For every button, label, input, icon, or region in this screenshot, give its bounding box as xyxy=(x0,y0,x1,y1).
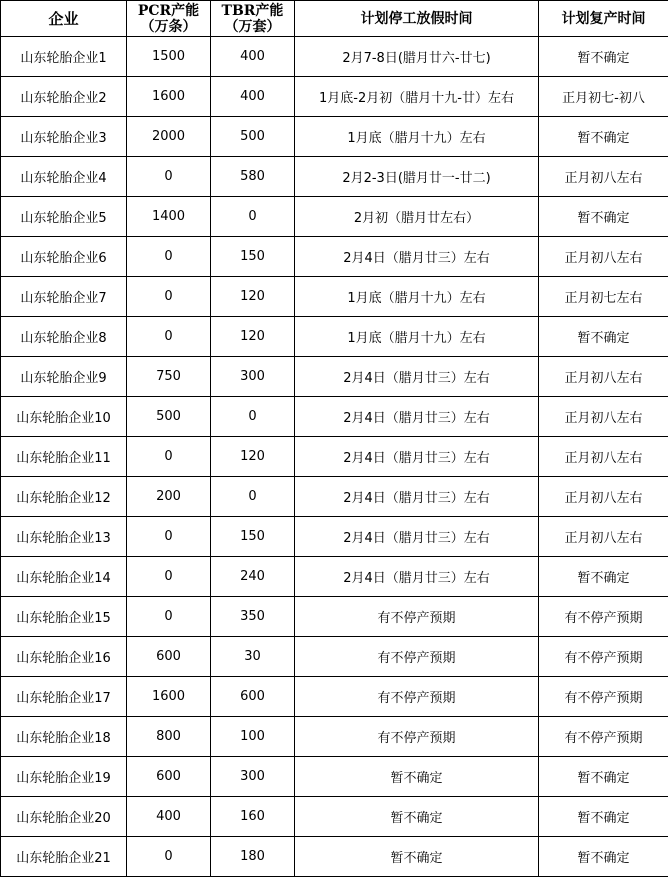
pcr-capacity-cell: 0 xyxy=(127,237,211,277)
pcr-capacity-cell: 0 xyxy=(127,557,211,597)
stop-time-cell: 2月初（腊月廿左右） xyxy=(295,197,539,237)
table-row xyxy=(1,317,668,357)
header-enterprise: 企业 xyxy=(1,1,127,37)
table-row xyxy=(1,837,668,877)
resume-time-cell: 正月初八左右 xyxy=(539,357,668,397)
enterprise-cell: 山东轮胎企业21 xyxy=(1,837,127,877)
table-header xyxy=(1,1,668,37)
resume-time-cell: 暂不确定 xyxy=(539,317,668,357)
tbr-capacity-cell: 120 xyxy=(211,437,295,477)
tbr-capacity-cell: 400 xyxy=(211,77,295,117)
resume-time-cell: 暂不确定 xyxy=(539,37,668,77)
pcr-capacity-cell: 600 xyxy=(127,637,211,677)
tbr-capacity-cell: 580 xyxy=(211,157,295,197)
pcr-capacity-cell: 500 xyxy=(127,397,211,437)
tbr-capacity-cell: 600 xyxy=(211,677,295,717)
enterprise-cell: 山东轮胎企业8 xyxy=(1,317,127,357)
enterprise-cell: 山东轮胎企业11 xyxy=(1,437,127,477)
header-stop-time: 计划停工放假时间 xyxy=(295,1,539,37)
tbr-capacity-cell: 120 xyxy=(211,317,295,357)
table-row xyxy=(1,197,668,237)
pcr-capacity-cell: 0 xyxy=(127,517,211,557)
enterprise-cell: 山东轮胎企业3 xyxy=(1,117,127,157)
tbr-capacity-cell: 120 xyxy=(211,277,295,317)
table-row xyxy=(1,557,668,597)
pcr-capacity-cell: 1500 xyxy=(127,37,211,77)
stop-time-cell: 1月底（腊月十九）左右 xyxy=(295,317,539,357)
table-row xyxy=(1,77,668,117)
pcr-capacity-cell: 0 xyxy=(127,437,211,477)
enterprise-cell: 山东轮胎企业10 xyxy=(1,397,127,437)
stop-time-cell: 有不停产预期 xyxy=(295,717,539,757)
header-tbr-capacity xyxy=(211,1,295,37)
stop-time-cell: 暂不确定 xyxy=(295,797,539,837)
pcr-capacity-cell: 0 xyxy=(127,317,211,357)
table-row xyxy=(1,717,668,757)
header-pcr-line2: （万条） xyxy=(140,18,197,35)
pcr-capacity-cell: 0 xyxy=(127,837,211,877)
stop-time-cell: 有不停产预期 xyxy=(295,677,539,717)
header-tbr-line2: （万套） xyxy=(224,18,281,35)
pcr-capacity-cell: 200 xyxy=(127,477,211,517)
enterprise-cell: 山东轮胎企业16 xyxy=(1,637,127,677)
pcr-capacity-cell: 0 xyxy=(127,597,211,637)
tbr-capacity-cell: 300 xyxy=(211,757,295,797)
enterprise-cell: 山东轮胎企业12 xyxy=(1,477,127,517)
enterprise-cell: 山东轮胎企业2 xyxy=(1,77,127,117)
pcr-capacity-cell: 0 xyxy=(127,157,211,197)
stop-time-cell: 2月4日（腊月廿三）左右 xyxy=(295,557,539,597)
enterprise-cell: 山东轮胎企业4 xyxy=(1,157,127,197)
enterprise-cell: 山东轮胎企业18 xyxy=(1,717,127,757)
resume-time-cell: 正月初七左右 xyxy=(539,277,668,317)
enterprise-cell: 山东轮胎企业17 xyxy=(1,677,127,717)
stop-time-cell: 2月4日（腊月廿三）左右 xyxy=(295,397,539,437)
header-pcr-capacity xyxy=(127,1,211,37)
stop-time-cell: 2月4日（腊月廿三）左右 xyxy=(295,237,539,277)
table-row xyxy=(1,437,668,477)
resume-time-cell: 暂不确定 xyxy=(539,837,668,877)
stop-time-cell: 2月2-3日(腊月廿一-廿二) xyxy=(295,157,539,197)
table-row xyxy=(1,757,668,797)
pcr-capacity-cell: 2000 xyxy=(127,117,211,157)
tbr-capacity-cell: 150 xyxy=(211,237,295,277)
tbr-capacity-cell: 350 xyxy=(211,597,295,637)
table-row xyxy=(1,677,668,717)
pcr-capacity-cell: 1600 xyxy=(127,677,211,717)
header-row xyxy=(1,1,668,37)
resume-time-cell: 正月初八左右 xyxy=(539,237,668,277)
enterprise-cell: 山东轮胎企业6 xyxy=(1,237,127,277)
table-row xyxy=(1,237,668,277)
resume-time-cell: 正月初八左右 xyxy=(539,477,668,517)
table-body xyxy=(1,37,668,877)
tbr-capacity-cell: 160 xyxy=(211,797,295,837)
header-pcr-line1: PCR产能 xyxy=(137,2,200,19)
tbr-capacity-cell: 30 xyxy=(211,637,295,677)
pcr-capacity-cell: 600 xyxy=(127,757,211,797)
tbr-capacity-cell: 100 xyxy=(211,717,295,757)
resume-time-cell: 有不停产预期 xyxy=(539,677,668,717)
enterprise-cell: 山东轮胎企业5 xyxy=(1,197,127,237)
stop-time-cell: 1月底-2月初（腊月十九-廿）左右 xyxy=(295,77,539,117)
tbr-capacity-cell: 0 xyxy=(211,477,295,517)
enterprise-cell: 山东轮胎企业7 xyxy=(1,277,127,317)
tbr-capacity-cell: 180 xyxy=(211,837,295,877)
tbr-capacity-cell: 500 xyxy=(211,117,295,157)
pcr-capacity-cell: 0 xyxy=(127,277,211,317)
enterprise-cell: 山东轮胎企业15 xyxy=(1,597,127,637)
pcr-capacity-cell: 1600 xyxy=(127,77,211,117)
resume-time-cell: 暂不确定 xyxy=(539,557,668,597)
enterprise-cell: 山东轮胎企业20 xyxy=(1,797,127,837)
table-row xyxy=(1,157,668,197)
table-row xyxy=(1,517,668,557)
resume-time-cell: 有不停产预期 xyxy=(539,637,668,677)
table-row xyxy=(1,597,668,637)
stop-time-cell: 有不停产预期 xyxy=(295,637,539,677)
pcr-capacity-cell: 750 xyxy=(127,357,211,397)
stop-time-cell: 有不停产预期 xyxy=(295,597,539,637)
table-row xyxy=(1,797,668,837)
stop-time-cell: 2月4日（腊月廿三）左右 xyxy=(295,517,539,557)
header-resume-time: 计划复产时间 xyxy=(539,1,668,37)
resume-time-cell: 正月初七-初八 xyxy=(539,77,668,117)
resume-time-cell: 正月初八左右 xyxy=(539,397,668,437)
resume-time-cell: 有不停产预期 xyxy=(539,597,668,637)
pcr-capacity-cell: 1400 xyxy=(127,197,211,237)
tbr-capacity-cell: 0 xyxy=(211,197,295,237)
table-row xyxy=(1,637,668,677)
resume-time-cell: 有不停产预期 xyxy=(539,717,668,757)
stop-time-cell: 2月4日（腊月廿三）左右 xyxy=(295,357,539,397)
tbr-capacity-cell: 300 xyxy=(211,357,295,397)
resume-time-cell: 暂不确定 xyxy=(539,197,668,237)
resume-time-cell: 正月初八左右 xyxy=(539,517,668,557)
tbr-capacity-cell: 240 xyxy=(211,557,295,597)
pcr-capacity-cell: 400 xyxy=(127,797,211,837)
pcr-capacity-cell: 800 xyxy=(127,717,211,757)
resume-time-cell: 暂不确定 xyxy=(539,797,668,837)
resume-time-cell: 正月初八左右 xyxy=(539,157,668,197)
stop-time-cell: 1月底（腊月十九）左右 xyxy=(295,117,539,157)
table-row xyxy=(1,477,668,517)
table-row xyxy=(1,117,668,157)
enterprise-cell: 山东轮胎企业13 xyxy=(1,517,127,557)
table-row xyxy=(1,397,668,437)
resume-time-cell: 暂不确定 xyxy=(539,117,668,157)
tbr-capacity-cell: 0 xyxy=(211,397,295,437)
stop-time-cell: 1月底（腊月十九）左右 xyxy=(295,277,539,317)
header-tbr-line1: TBR产能 xyxy=(221,2,284,19)
enterprise-cell: 山东轮胎企业14 xyxy=(1,557,127,597)
stop-time-cell: 2月4日（腊月廿三）左右 xyxy=(295,477,539,517)
stop-time-cell: 暂不确定 xyxy=(295,837,539,877)
tbr-capacity-cell: 150 xyxy=(211,517,295,557)
table-row xyxy=(1,37,668,77)
resume-time-cell: 正月初八左右 xyxy=(539,437,668,477)
enterprise-cell: 山东轮胎企业9 xyxy=(1,357,127,397)
enterprise-cell: 山东轮胎企业19 xyxy=(1,757,127,797)
resume-time-cell: 暂不确定 xyxy=(539,757,668,797)
stop-time-cell: 暂不确定 xyxy=(295,757,539,797)
enterprise-cell: 山东轮胎企业1 xyxy=(1,37,127,77)
stop-time-cell: 2月4日（腊月廿三）左右 xyxy=(295,437,539,477)
tbr-capacity-cell: 400 xyxy=(211,37,295,77)
table-row xyxy=(1,277,668,317)
table-row xyxy=(1,357,668,397)
stop-time-cell: 2月7-8日(腊月廿六-廿七) xyxy=(295,37,539,77)
